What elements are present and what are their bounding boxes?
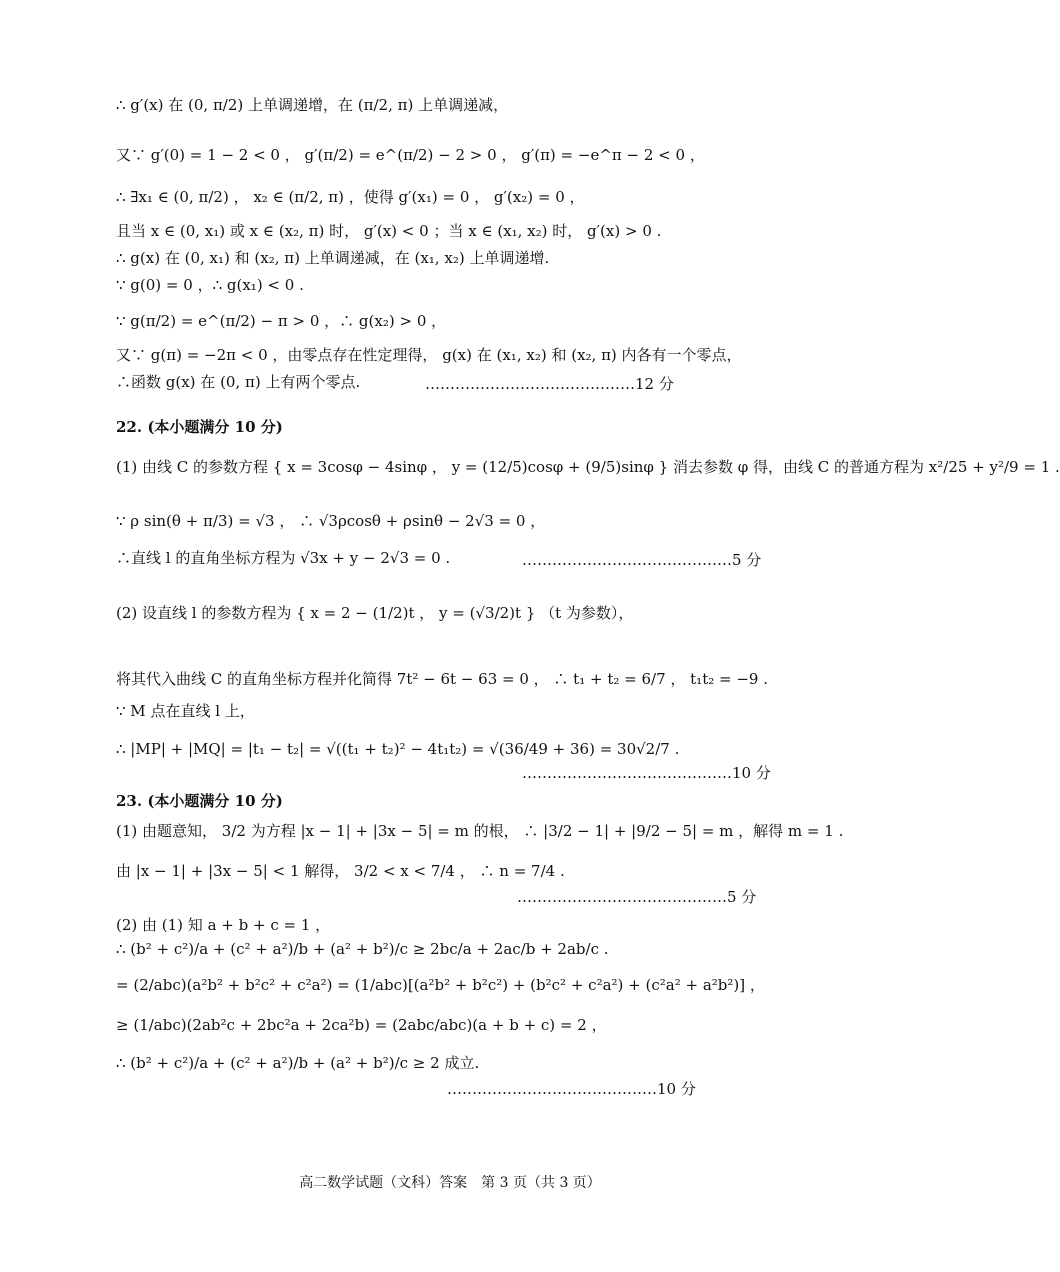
score-10b: ……………………………………10 分	[447, 1080, 696, 1098]
line-22-2: ∵ ρ sin(θ + π/3) = √3 ， ∴ √3ρcosθ + ρsinθ − 2√3 = 0 ，	[116, 512, 546, 530]
line-6: ∵ g(0) = 0 ，∴ g(x₁) < 0 .	[116, 276, 304, 294]
line-8: 又∵ g(π) = −2π < 0 ，由零点存在性定理得， g(x) 在 (x₁, x₂) 和 (x₂, π) 内各有一个零点，	[116, 346, 742, 364]
line-22-7: ∴ |MP| + |MQ| = |t₁ − t₂| = √((t₁ + t₂)² − 4t₁t₂) = √(36/49 + 36) = 30√2/7 .	[116, 740, 680, 758]
score-12: ……………………………………12 分	[425, 375, 674, 393]
line-2: 又∵ g′(0) = 1 − 2 < 0 ， g′(π/2) = e^(π/2) − 2 > 0 ， g′(π) = −e^π − 2 < 0 ，	[116, 146, 705, 164]
line-7: ∵ g(π/2) = e^(π/2) − π > 0 ，∴ g(x₂) > 0 ，	[116, 312, 447, 330]
line-23-2: 由 |x − 1| + |3x − 5| < 1 解得， 3/2 < x < 7/4 ， ∴ n = 7/4 .	[116, 862, 565, 880]
score-5a: ……………………………………5 分	[522, 551, 762, 569]
line-23-3: (2) 由 (1) 知 a + b + c = 1 ，	[116, 916, 331, 934]
line-1: ∴ g′(x) 在 (0, π/2) 上单调递增，在 (π/2, π) 上单调递减，	[116, 96, 509, 114]
line-23-6: ≥ (1/abc)(2ab²c + 2bc²a + 2ca²b) = (2abc/abc)(a + b + c) = 2 ，	[116, 1016, 607, 1034]
line-22-5: 将其代入曲线 C 的直角坐标方程并化简得 7t² − 6t − 63 = 0 ， ∴ t₁ + t₂ = 6/7 ， t₁t₂ = −9 .	[116, 670, 768, 688]
line-9: ∴函数 g(x) 在 (0, π) 上有两个零点.	[116, 373, 361, 391]
line-23-1: (1) 由题意知， 3/2 为方程 |x − 1| + |3x − 5| = m 的根， ∴ |3/2 − 1| + |9/2 − 5| = m ，解得 m = 1 .	[116, 822, 844, 840]
line-22-4: (2) 设直线 l 的参数方程为 { x = 2 − (1/2)t ， y = (√3/2)t } （t 为参数），	[116, 604, 634, 622]
section-23-heading: 23. (本小题满分 10 分)	[116, 792, 283, 810]
line-23-7: ∴ (b² + c²)/a + (c² + a²)/b + (a² + b²)/c ≥ 2 成立.	[116, 1054, 480, 1072]
line-22-3: ∴直线 l 的直角坐标方程为 √3x + y − 2√3 = 0 .	[116, 549, 451, 567]
line-4: 且当 x ∈ (0, x₁) 或 x ∈ (x₂, π) 时， g′(x) < 0 ；当 x ∈ (x₁, x₂) 时， g′(x) > 0 .	[116, 222, 662, 240]
section-22-heading: 22. (本小题满分 10 分)	[116, 418, 283, 436]
line-22-6: ∵ M 点在直线 l 上，	[116, 702, 255, 720]
line-23-4: ∴ (b² + c²)/a + (c² + a²)/b + (a² + b²)/c ≥ 2bc/a + 2ac/b + 2ab/c .	[116, 940, 609, 958]
line-5: ∴ g(x) 在 (0, x₁) 和 (x₂, π) 上单调递减，在 (x₁, x₂) 上单调递增.	[116, 249, 550, 267]
score-5b: ……………………………………5 分	[517, 888, 757, 906]
line-23-5: = (2/abc)(a²b² + b²c² + c²a²) = (1/abc)[(a²b² + b²c²) + (b²c² + c²a²) + (c²a² + a²b²)] ，	[116, 976, 765, 994]
page-footer: 高二数学试题（文科）答案 第 3 页（共 3 页）	[299, 1175, 601, 1191]
score-10a: ……………………………………10 分	[522, 764, 771, 782]
line-3: ∴ ∃x₁ ∈ (0, π/2) ， x₂ ∈ (π/2, π) ，使得 g′(x₁) = 0 ， g′(x₂) = 0 ，	[116, 188, 585, 206]
line-22-1: (1) 由线 C 的参数方程 { x = 3cosφ − 4sinφ ， y = (12/5)cosφ + (9/5)sinφ } 消去参数 φ 得，由线 C 的普通方程为 x²/25 + y²/9 = 1 .	[116, 458, 1060, 476]
